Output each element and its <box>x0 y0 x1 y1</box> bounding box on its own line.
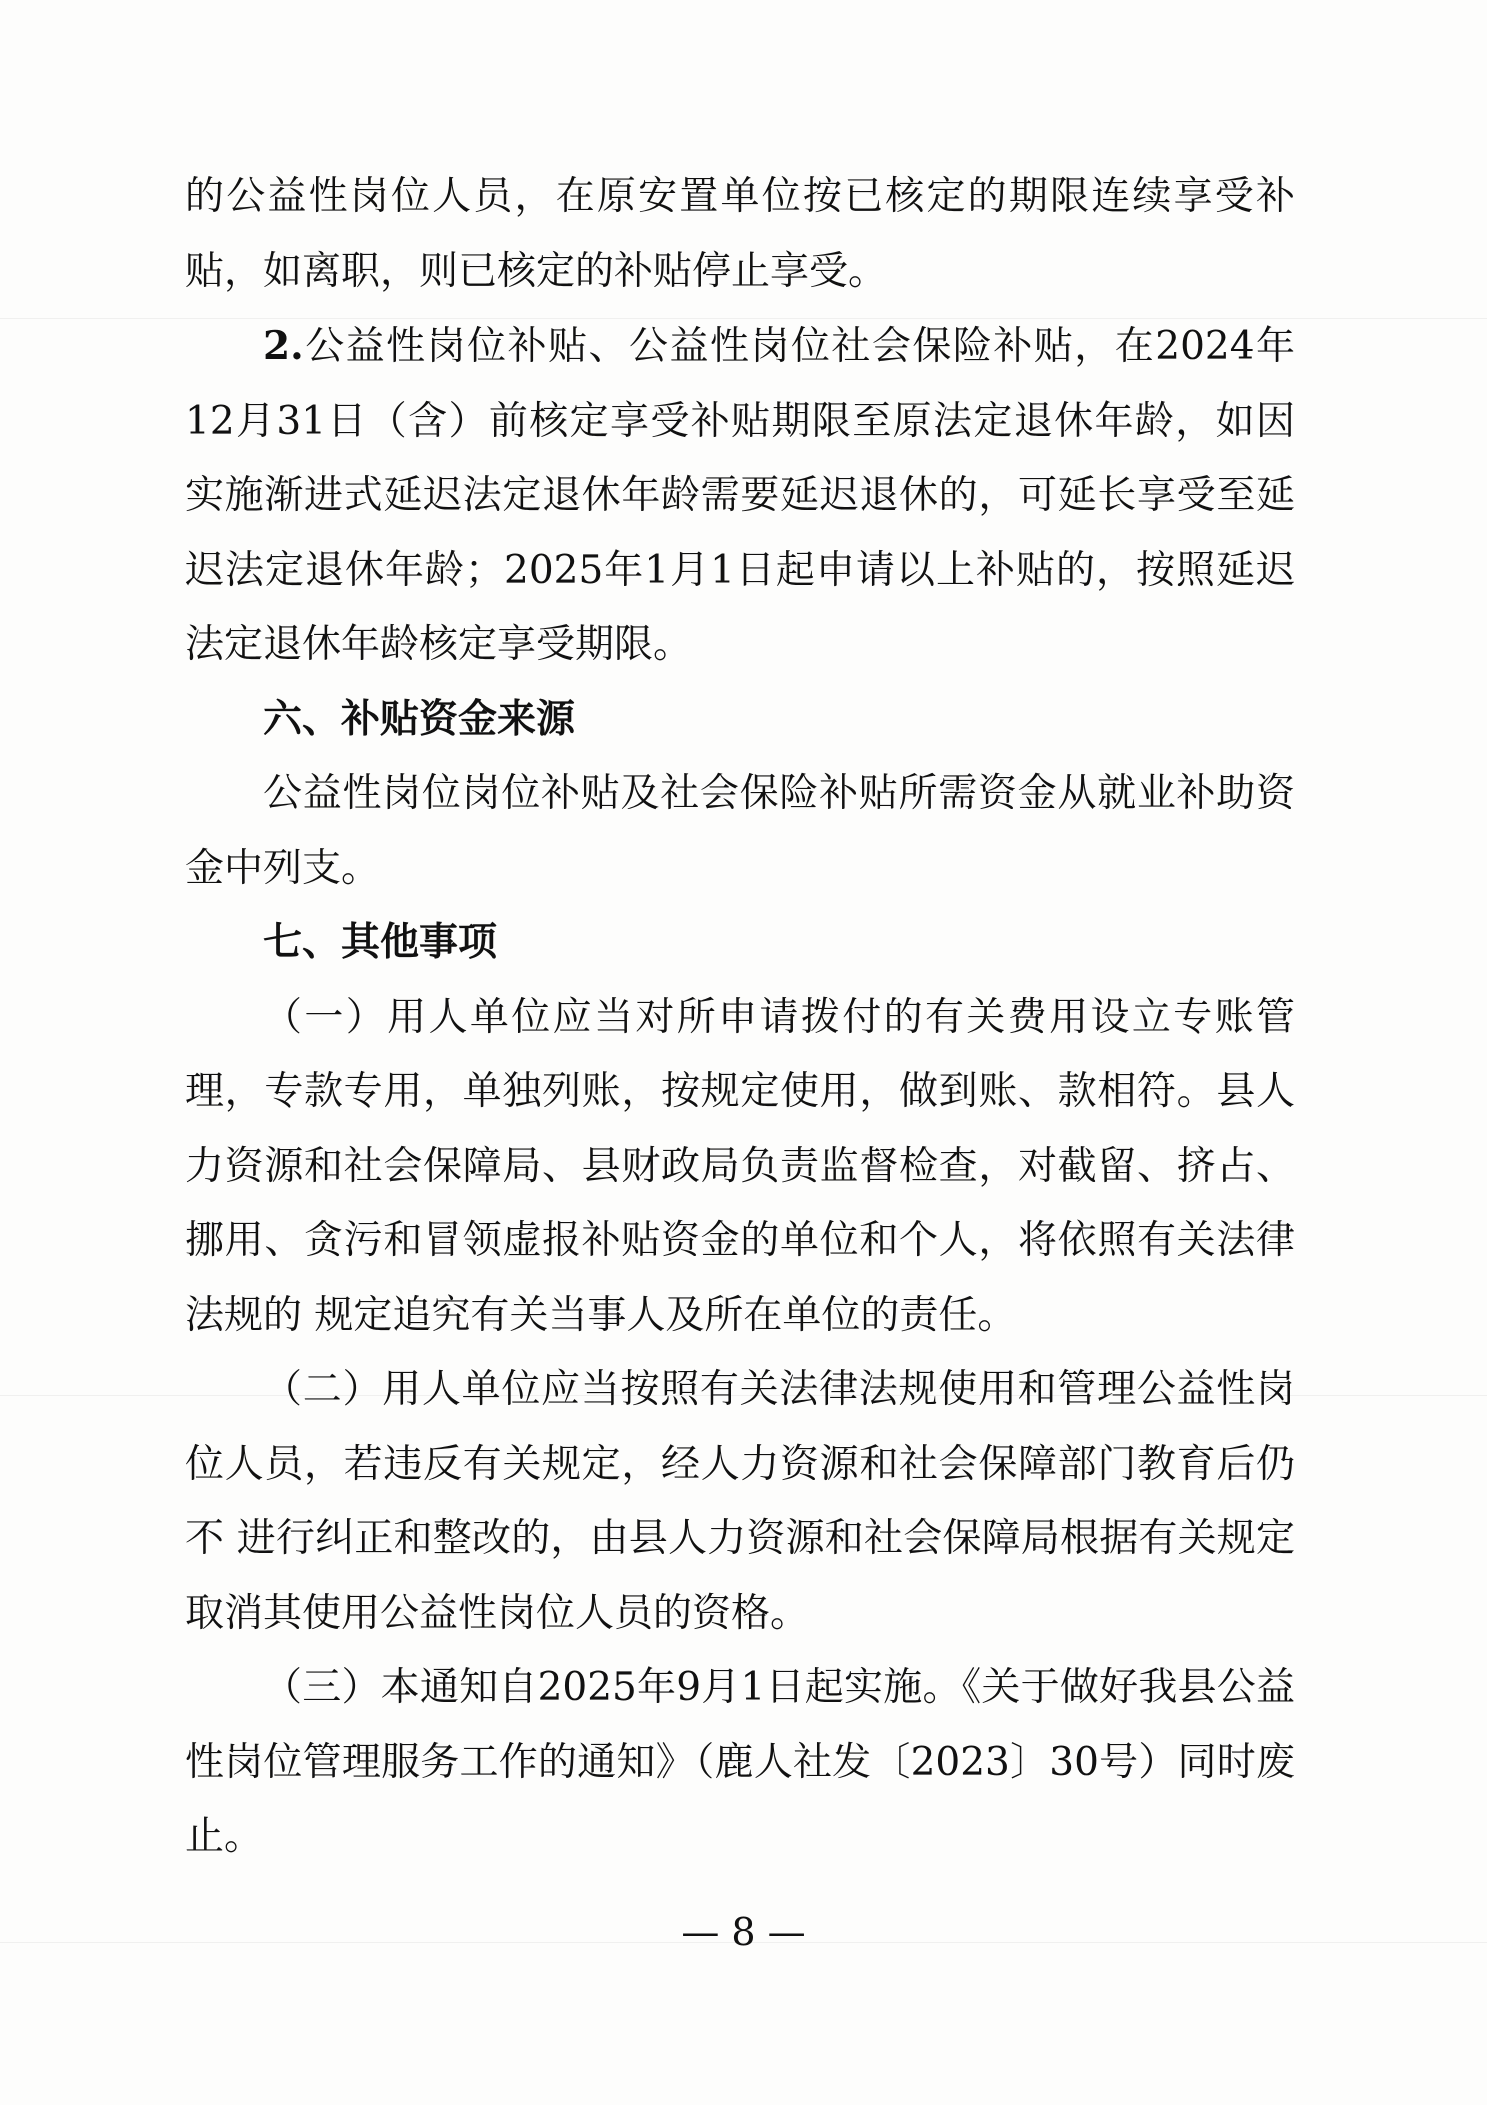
paragraph-item-2 <box>185 309 1295 683</box>
paragraph-continuation: 的公益性岗位人员，在原安置单位按已核定的期限连续享受补贴，如离职，则已核定的补贴停止享受。 <box>185 174 1295 294</box>
page-number: — 8 — <box>681 1910 806 1954</box>
item-text: 公益性岗位补贴、公益性岗位社会保险补贴，在2024年12月31日（含）前核定享受补贴期限至原法定退休年龄，如因实施渐进式延迟法定退休年龄需要延迟退休的，可延长享受至延迟法定退休年龄；2025年1月1日起申请以上补贴的，按照延迟法定退休年龄核定享受期限。 <box>185 324 1295 667</box>
section-heading-6: 六、补贴资金来源 <box>263 696 576 742</box>
paragraph-clause-1: （一）用人单位应当对所申请拨付的有关费用设立专账管理，专款专用，单独列账，按规定使用，做到账、款相符。县人力资源和社会保障局、县财政局负责监督检查，对截留、挤占、挪用、贪污和冒领虚报补贴资金的单位和个人，将依照有关法律法规的 规定追究有关当事人及所在单位的责任。 <box>185 994 1295 1338</box>
paragraph-clause-2: （二）用人单位应当按照有关法律法规使用和管理公益性岗 位人员，若违反有关规定，经人力资源和社会保障部门教育后仍不 进行纠正和整改的，由县人力资源和社会保障局根据有关规定取消其使用公益性岗位人员的资格。 <box>185 1367 1295 1636</box>
paragraph-clause-3: （三）本通知自2025年9月1日起实施。《关于做好我县公益性岗位管理服务工作的通知》（鹿人社发〔2023〕30号）同时废止。 <box>185 1665 1295 1859</box>
item-number: 2. <box>263 323 304 369</box>
paragraph-funding-source: 公益性岗位岗位补贴及社会保险补贴所需资金从就业补助资金中列支。 <box>185 771 1295 891</box>
document-body <box>185 160 1295 1875</box>
section-heading-7: 七、其他事项 <box>263 920 498 965</box>
